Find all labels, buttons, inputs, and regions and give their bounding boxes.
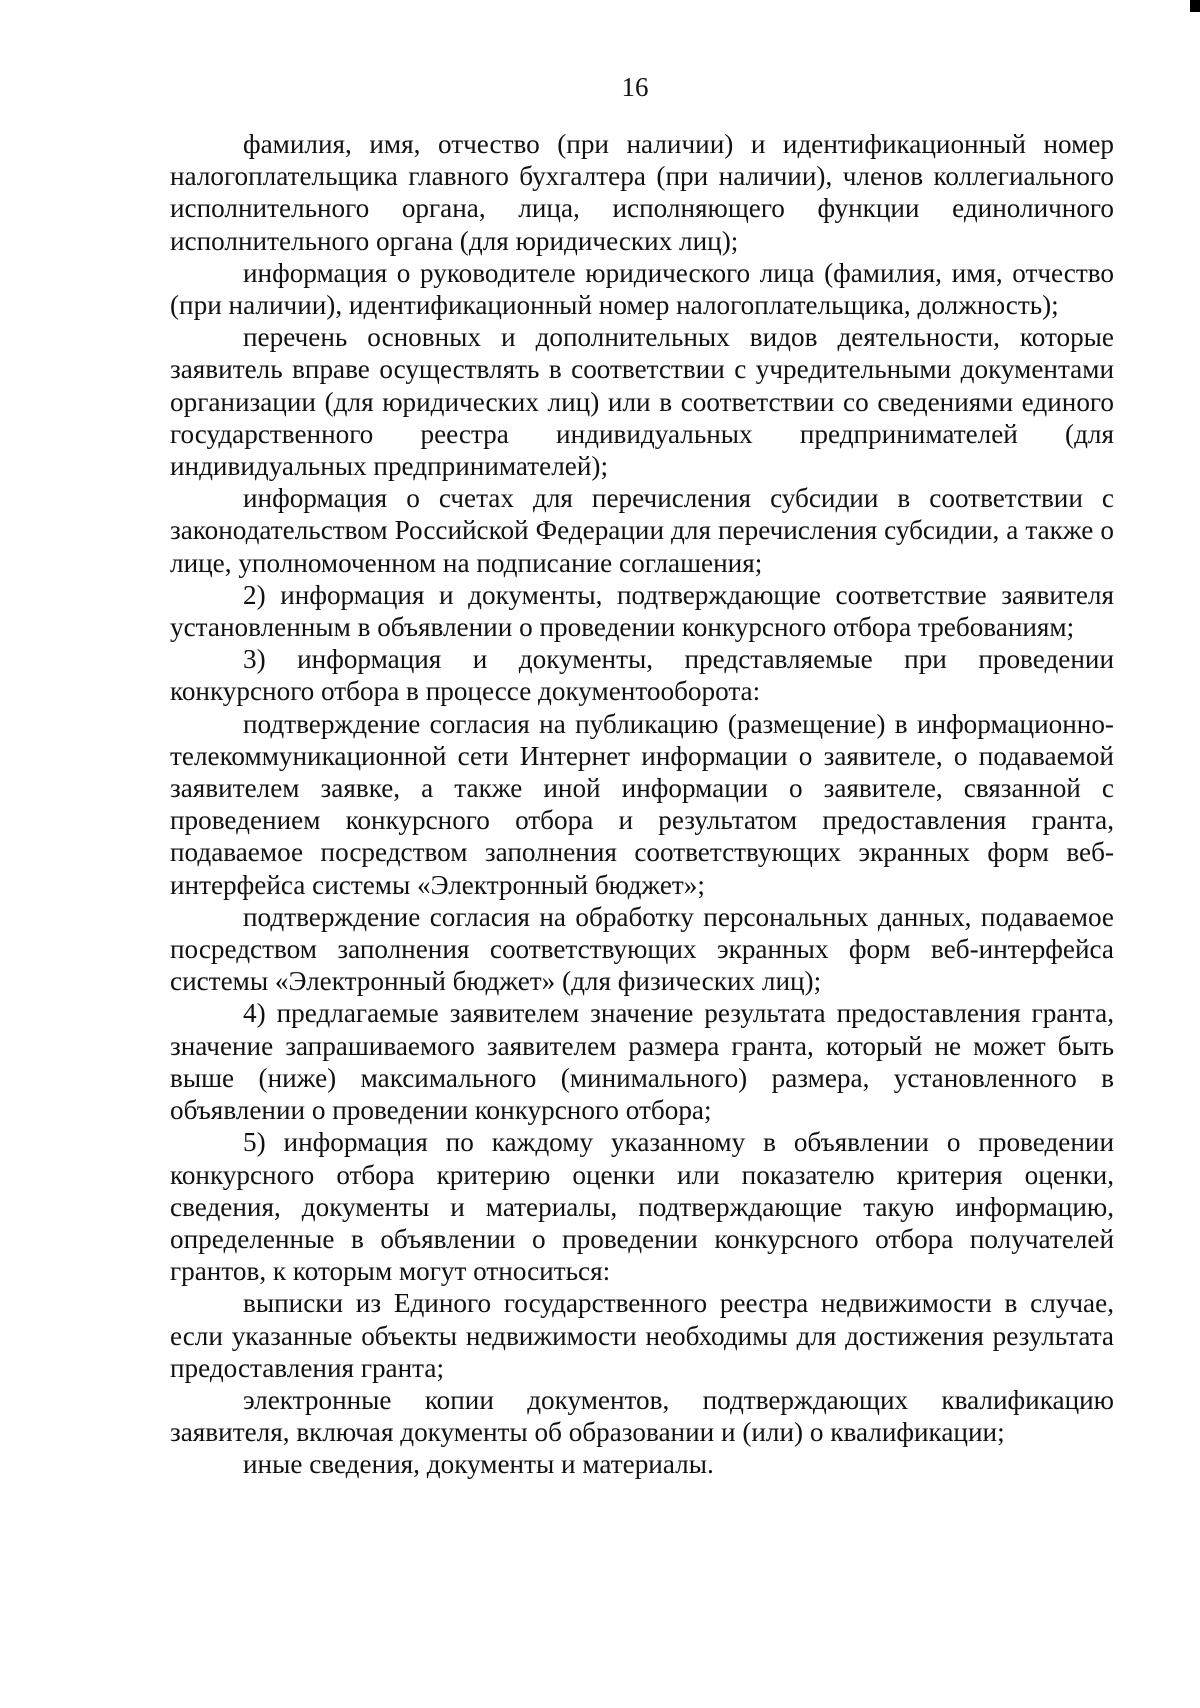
paragraph: 2) информация и документы, подтверждающие соответствие заявителя установленным в объявлении о проведении конкурсного отбора требованиям; [170,579,1114,643]
paragraph: 3) информация и документы, представляемые при проведении конкурсного отбора в процессе документооборота: [170,644,1114,707]
paragraph: электронные копии документов, подтверждающих квалификацию заявителя, включая документы об образовании и (или) о квалификации; [170,1384,1114,1448]
paragraph: перечень основных и дополнительных видов деятельности, которые заявитель вправе осуществлять в соответствии с учредительными документами организации (для юридических лиц) или в соответствии со сведениями единого государственного реестра индивидуальных предпринимателей (для индивидуальных предпринимателей); [170,322,1114,482]
paragraph: информация о счетах для перечисления субсидии в соответствии с законодательством Российской Федерации для перечисления субсидии, а также о лице, уполномоченном на подписание соглашения; [170,483,1114,578]
paragraph: выписки из Единого государственного реестра недвижимости в случае, если указанные объекты недвижимости необходимы для достижения результата предоставления гранта; [170,1288,1114,1383]
paragraph: подтверждение согласия на публикацию (размещение) в информационно-телекоммуникационной сети Интернет информации о заявителе, о подаваемой заявителем заявке, а также иной информации о заявителе, связанной с проведением конкурсного отбора и результатом предоставления гранта, подаваемое посредством заполнения соответствующих экранных форм веб-интерфейса системы «Электронный бюджет»; [170,708,1114,900]
paragraph: подтверждение согласия на обработку персональных данных, подаваемое посредством заполнения соответствующих экранных форм веб-интерфейса системы «Электронный бюджет» (для физических лиц); [170,901,1114,997]
paragraph: иные сведения, документы и материалы. [243,1449,714,1480]
paragraph: информация о руководителе юридического лица (фамилия, имя, отчество (при наличии), идентификационный номер налогоплательщика, должность); [170,257,1114,321]
scan-edge-mark [1190,0,1200,12]
paragraph: 4) предлагаемые заявителем значение результата предоставления гранта, значение запрашиваемого заявителем размера гранта, который не может быть выше (ниже) максимального (минимального) размера, установленного в объявлении о проведении конкурсного отбора; [170,998,1114,1126]
document-body [170,128,1114,1481]
paragraph: 5) информация по каждому указанному в объявлении о проведении конкурсного отбора критерию оценки или показателю критерия оценки, сведения, документы и материалы, подтверждающие такую информацию, определенные в объявлении о проведении конкурсного отбора получателей грантов, к которым могут относиться: [170,1127,1114,1287]
page-number: 16 [621,72,649,102]
paragraph: фамилия, имя, отчество (при наличии) и идентификационный номер налогоплательщика главного бухгалтера (при наличии), членов коллегиального исполнительного органа, лица, исполняющего функции единоличного исполнительного органа (для юридических лиц); [170,129,1114,256]
